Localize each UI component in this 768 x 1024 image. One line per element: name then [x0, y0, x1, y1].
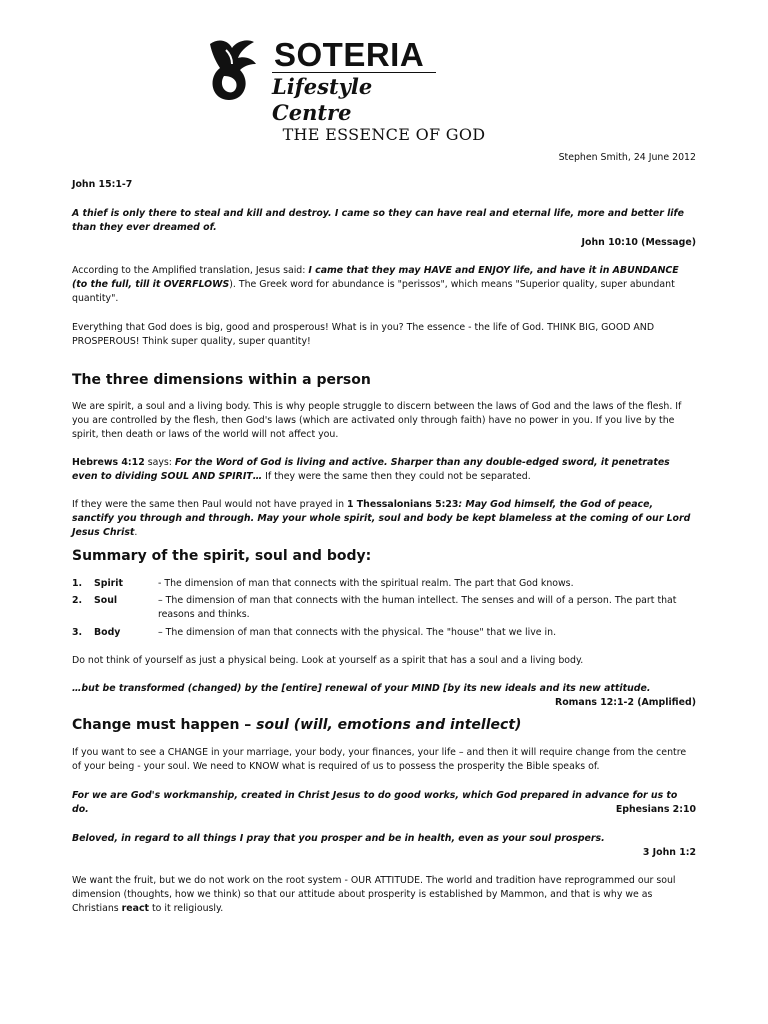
paragraph-text: If they were the same then they could not be separated. — [262, 471, 531, 482]
scripture-reference: Hebrews 4:12 — [72, 457, 145, 468]
quote-john-10-10: A thief is only there to steal and kill and destroy. I came so they can have real and eternal life, more and better life than they ever dreamed of. — [72, 208, 684, 233]
heading-text: Change must happen – — [72, 717, 257, 733]
paragraph-text: ). The Greek word for abundance is "perissos", which means "Superior quality, super abundant quantity". — [72, 279, 675, 304]
heading-emphasis: soul (will, emotions and intellect) — [256, 717, 522, 733]
paragraph-text: says: — [144, 457, 175, 468]
logo-tagline: Lifestyle Centre — [272, 72, 436, 126]
quote-ephesians: For we are God's workmanship, created in Christ Jesus to do good works, which God prepared in advance for us to do. — [72, 790, 678, 815]
paragraph-text: . — [134, 527, 138, 538]
document-title: THE ESSENCE OF GOD — [282, 125, 486, 144]
paragraph-change: If you want to see a CHANGE in your marriage, your body, your finances, your life – and then it will require change from the centre of your being - your soul. We need to KNOW what is required of us to possess the prosperity the Bible speaks of. — [72, 747, 687, 772]
list-term: Soul — [94, 595, 118, 606]
section-heading-summary: Summary of the spirit, soul and body: — [72, 548, 372, 564]
paragraph-text: to it religiously. — [149, 903, 224, 914]
emphasis-text: For the Word of God is living and active. Sharper than any double-edged sword, it penetrates even to dividing SOUL AND SPIRIT… — [72, 457, 670, 482]
paragraph-text: According to the Amplified translation, Jesus said: — [72, 265, 309, 276]
list-number: 3. — [72, 627, 83, 638]
scripture-reference: John 15:1-7 — [72, 179, 133, 190]
paragraph-physical-being: Do not think of yourself as just a physical being. Look at yourself as a spirit that has a soul and a living body. — [72, 655, 584, 666]
emphasis-text: react — [121, 903, 150, 914]
quote-reference: Romans 12:1-2 (Amplified) — [554, 697, 696, 708]
paragraph-think-big: Everything that God does is big, good and prosperous! What is in you? The essence - the life of God. THINK BIG, GOOD AND PROSPEROUS! Think super quality, super quantity! — [72, 322, 655, 347]
author-date: Stephen Smith, 24 June 2012 — [558, 152, 696, 163]
emphasis-text: I came that they may HAVE and ENJOY life, and have it in ABUNDANCE (to the full, till it OVERFLOWS — [72, 265, 679, 290]
logo-brand: SOTERIA — [274, 36, 425, 73]
paragraph-spirit-soul-body: We are spirit, a soul and a living body. This is why people struggle to discern between the laws of God and the laws of the flesh. If you are controlled by the flesh, then God's laws (which are activated only through faith) have no power in you. If you live by the spirit, then death or laws of the world will not affect you. — [72, 401, 682, 440]
paragraph-amplified — [72, 264, 696, 306]
section-heading-three-dimensions: The three dimensions within a person — [72, 372, 371, 388]
list-item — [72, 577, 696, 591]
paragraph-root-system — [72, 874, 696, 916]
list-item — [72, 594, 696, 622]
list-description: - The dimension of man that connects with the spiritual realm. The part that God knows. — [158, 578, 574, 589]
quote-reference: Ephesians 2:10 — [615, 804, 696, 815]
paragraph-hebrews — [72, 456, 696, 484]
list-number: 2. — [72, 595, 83, 606]
list-item — [72, 626, 696, 640]
list-term: Spirit — [94, 578, 123, 589]
quote-reference: John 10:10 (Message) — [581, 237, 696, 248]
soteria-logo — [206, 36, 436, 125]
dove-flame-icon — [206, 36, 268, 106]
list-description: – The dimension of man that connects with the physical. The "house" that we live in. — [158, 627, 557, 638]
list-term: Body — [94, 627, 121, 638]
list-description: – The dimension of man that connects with the human intellect. The senses and will of a person. The part that reasons and thinks. — [158, 595, 677, 620]
quote-romans: …but be transformed (changed) by the [entire] renewal of your MIND [by its new ideals and its new attitude. — [72, 683, 651, 694]
list-number: 1. — [72, 578, 83, 589]
scripture-reference: 1 Thessalonians 5:23 — [347, 499, 459, 510]
paragraph-text: If they were the same then Paul would not have prayed in — [72, 499, 347, 510]
quote-3-john: Beloved, in regard to all things I pray that you prosper and be in health, even as your soul prospers. — [72, 833, 605, 844]
paragraph-text: We want the fruit, but we do not work on the root system - OUR ATTITUDE. The world and tradition have reprogrammed our soul dimension (thoughts, how we think) so that our attitude about prosperity is established by Mammon, and that is why we as Christians — [72, 875, 676, 914]
section-heading-change — [72, 716, 521, 734]
emphasis-text: : May God himself, the God of peace, sanctify you through and through. May your whole spirit, soul and body be kept blameless at the coming of our Lord Jesus Christ — [72, 499, 691, 538]
paragraph-thessalonians — [72, 498, 696, 540]
quote-reference: 3 John 1:2 — [642, 847, 696, 858]
